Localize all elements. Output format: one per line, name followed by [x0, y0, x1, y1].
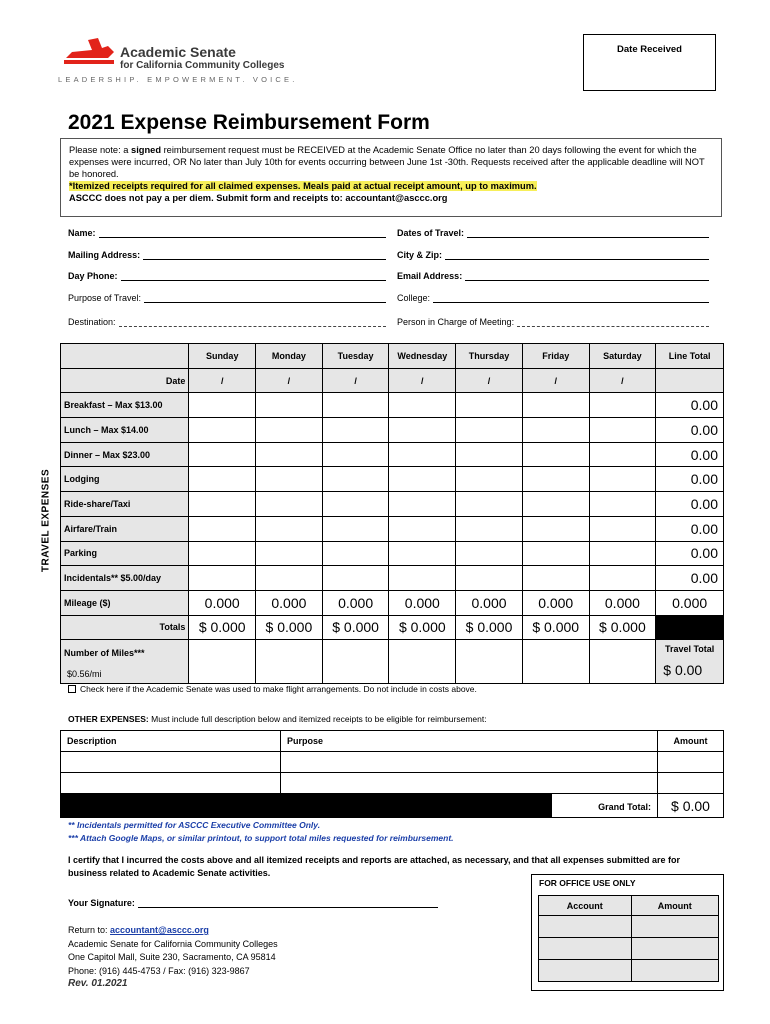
expense-cell[interactable] — [522, 541, 589, 566]
form-title: 2021 Expense Reimbursement Form — [68, 111, 430, 134]
office-amount-header: Amount — [631, 896, 719, 916]
day-header-wednesday: Wednesday — [389, 344, 456, 369]
expense-cell[interactable] — [322, 393, 389, 418]
person-line[interactable] — [517, 317, 709, 327]
date-received-label: Date Received — [617, 44, 682, 55]
expense-cell[interactable] — [589, 492, 656, 517]
day-total: $ 0.000 — [256, 615, 323, 640]
email-field[interactable] — [397, 271, 709, 281]
date-cell[interactable]: / — [322, 368, 389, 393]
city-label: City & Zip: — [397, 250, 442, 260]
day-header-monday: Monday — [256, 344, 323, 369]
checkbox-icon[interactable] — [68, 685, 76, 693]
expense-label: Breakfast – Max $13.00 — [61, 393, 189, 418]
travel-total-cell — [656, 640, 724, 684]
office-account-header: Account — [539, 896, 632, 916]
expense-cell[interactable] — [589, 541, 656, 566]
return-line-1: Academic Senate for California Community Colleges — [68, 938, 278, 949]
destination-line[interactable] — [119, 317, 386, 327]
city-field[interactable] — [397, 250, 709, 260]
mailing-field[interactable] — [68, 250, 386, 260]
travel-expenses-text: TRAVEL EXPENSES — [40, 468, 52, 573]
email-label: Email Address: — [397, 271, 463, 281]
other-expenses-table — [60, 730, 724, 818]
expense-cell[interactable] — [589, 418, 656, 443]
expense-row-lunch — [61, 418, 724, 443]
expense-cell[interactable] — [189, 541, 256, 566]
org-logo — [58, 30, 298, 90]
expense-label: Ride-share/Taxi — [61, 492, 189, 517]
return-email-link[interactable]: accountant@asccc.org — [110, 925, 209, 935]
dates-label: Dates of Travel: — [397, 228, 465, 238]
mileage-value: 0.000 — [389, 590, 456, 615]
expense-label: Lunch – Max $14.00 — [61, 418, 189, 443]
signature-line[interactable] — [138, 898, 438, 908]
miles-label: Number of Miles*** — [64, 648, 145, 659]
notice-text-2: reimbursement request must be RECEIVED at the Academic Senate Office no later than 20 days following the event for which the expenses were incurred, OR No later than July 10th for events occurring between June 1st -30th. Requests received after the applicable deadline will NOT be honored. — [69, 145, 705, 179]
expense-cell[interactable] — [322, 442, 389, 467]
phone-field[interactable] — [68, 271, 386, 281]
city-line[interactable] — [445, 250, 709, 260]
signature-label: Your Signature: — [68, 898, 135, 908]
amount-header: Amount — [658, 731, 724, 752]
expense-cell[interactable] — [589, 442, 656, 467]
expense-cell[interactable] — [256, 541, 323, 566]
mileage-label: Mileage ($) — [61, 590, 189, 615]
expense-cell[interactable] — [256, 442, 323, 467]
name-field[interactable] — [68, 228, 386, 238]
line-total-value: 0.00 — [656, 393, 724, 418]
miles-cell[interactable] — [189, 640, 256, 684]
mileage-value: 0.000 — [322, 590, 389, 615]
certification-text: I certify that I incurred the costs above and all itemized receipts and reports are attached, as necessary, and that all expenses submitted are for business related to Academic Senate activities. — [68, 855, 681, 878]
expense-cell[interactable] — [256, 516, 323, 541]
miles-label-cell — [61, 640, 189, 684]
notice-box — [60, 138, 722, 217]
purpose-line[interactable] — [144, 293, 386, 303]
totals-blank-cell — [656, 615, 724, 640]
notice-highlight: *Itemized receipts required for all claimed expenses. Meals paid at actual receipt amount, up to maximum. — [69, 181, 537, 191]
amount-cell[interactable] — [658, 773, 724, 794]
line-total-header: Line Total — [656, 344, 724, 369]
line-total-value: 0.00 — [656, 418, 724, 443]
senate-logo-icon — [58, 32, 118, 72]
miles-cell[interactable] — [456, 640, 523, 684]
line-total-value: 0.00 — [656, 566, 724, 591]
miles-cell[interactable] — [322, 640, 389, 684]
date-cell[interactable]: / — [256, 368, 323, 393]
line-total-value: 0.00 — [656, 541, 724, 566]
expense-row-rideshare — [61, 492, 724, 517]
expense-cell[interactable] — [522, 492, 589, 517]
amount-cell[interactable] — [658, 752, 724, 773]
expense-cell[interactable] — [456, 393, 523, 418]
date-cell[interactable]: / — [189, 368, 256, 393]
return-line-2: One Capitol Mall, Suite 230, Sacramento, CA 95814 — [68, 952, 276, 962]
expense-cell[interactable] — [389, 492, 456, 517]
expense-cell[interactable] — [322, 467, 389, 492]
line-total-value: 0.00 — [656, 442, 724, 467]
expense-cell[interactable] — [589, 516, 656, 541]
expense-cell[interactable] — [256, 566, 323, 591]
date-cell[interactable]: / — [522, 368, 589, 393]
date-cell[interactable]: / — [589, 368, 656, 393]
date-cell[interactable]: / — [456, 368, 523, 393]
day-total: $ 0.000 — [522, 615, 589, 640]
mileage-value: 0.000 — [522, 590, 589, 615]
travel-expenses-side-label — [36, 465, 56, 585]
incidentals-note: ** Incidentals permitted for ASCCC Executive Committee Only. — [68, 820, 321, 830]
expense-cell[interactable] — [456, 541, 523, 566]
phone-label: Day Phone: — [68, 271, 118, 281]
day-total: $ 0.000 — [456, 615, 523, 640]
expense-cell[interactable] — [456, 516, 523, 541]
expense-cell[interactable] — [522, 566, 589, 591]
dates-field[interactable] — [397, 228, 709, 238]
office-use-table — [538, 895, 719, 982]
day-total: $ 0.000 — [322, 615, 389, 640]
flight-arrangement-check[interactable] — [68, 684, 477, 694]
day-header-saturday: Saturday — [589, 344, 656, 369]
expense-label: Airfare/Train — [61, 516, 189, 541]
expense-cell[interactable] — [322, 418, 389, 443]
expense-label: Parking — [61, 541, 189, 566]
expense-cell[interactable] — [256, 418, 323, 443]
mileage-value: 0.000 — [589, 590, 656, 615]
expense-cell[interactable] — [389, 566, 456, 591]
mileage-total: 0.000 — [656, 590, 724, 615]
expense-cell[interactable] — [189, 566, 256, 591]
college-label: College: — [397, 293, 431, 303]
office-cell — [539, 916, 632, 938]
day-total: $ 0.000 — [189, 615, 256, 640]
purpose-field[interactable] — [68, 293, 386, 303]
college-line[interactable] — [433, 293, 709, 303]
other-expenses-heading: OTHER EXPENSES: — [68, 714, 149, 724]
flight-check-label: Check here if the Academic Senate was used to make flight arrangements. Do not include in costs above. — [80, 684, 477, 694]
mailing-label: Mailing Address: — [68, 250, 141, 260]
revision-label: Rev. 01.2021 — [68, 978, 128, 989]
day-total: $ 0.000 — [589, 615, 656, 640]
expense-row-airfare — [61, 516, 724, 541]
expense-cell[interactable] — [589, 467, 656, 492]
destination-field[interactable] — [68, 317, 386, 327]
date-row-label: Date — [61, 368, 189, 393]
expense-cell[interactable] — [456, 418, 523, 443]
expense-cell[interactable] — [189, 418, 256, 443]
office-use-box — [531, 874, 724, 991]
office-cell — [631, 916, 719, 938]
mileage-value: 0.000 — [256, 590, 323, 615]
destination-label: Destination: — [68, 317, 116, 327]
expense-cell[interactable] — [522, 418, 589, 443]
miles-cell[interactable] — [256, 640, 323, 684]
travel-total-label: Travel Total — [664, 644, 715, 655]
expense-cell[interactable] — [456, 566, 523, 591]
expense-cell[interactable] — [389, 467, 456, 492]
expense-cell[interactable] — [256, 467, 323, 492]
miles-row — [61, 640, 724, 684]
purpose-label: Purpose of Travel: — [68, 293, 142, 303]
mileage-row — [61, 590, 724, 615]
person-field[interactable] — [397, 317, 709, 327]
expense-cell[interactable] — [322, 566, 389, 591]
expense-cell[interactable] — [389, 393, 456, 418]
expense-label: Incidentals** $5.00/day — [61, 566, 189, 591]
expense-cell[interactable] — [456, 442, 523, 467]
expense-label: Dinner – Max $23.00 — [61, 442, 189, 467]
signature-field[interactable] — [68, 898, 438, 908]
travel-expenses-table — [60, 343, 724, 684]
office-use-title: FOR OFFICE USE ONLY — [539, 878, 636, 888]
expense-row-lodging — [61, 467, 724, 492]
expense-cell[interactable] — [522, 442, 589, 467]
expense-row-parking — [61, 541, 724, 566]
return-address — [68, 924, 278, 978]
purpose-cell[interactable] — [281, 773, 658, 794]
expense-cell[interactable] — [456, 492, 523, 517]
grand-total-blank — [61, 794, 551, 817]
expense-cell[interactable] — [389, 418, 456, 443]
dates-line[interactable] — [467, 228, 709, 238]
expense-cell[interactable] — [389, 516, 456, 541]
expense-cell[interactable] — [456, 467, 523, 492]
purpose-header: Purpose — [281, 731, 658, 752]
description-cell[interactable] — [61, 773, 281, 794]
expense-cell[interactable] — [322, 492, 389, 517]
expense-cell[interactable] — [522, 516, 589, 541]
notice-line-2: ASCCC does not pay a per diem. Submit form and receipts to: accountant@asccc.org — [69, 193, 448, 203]
corner-cell — [61, 344, 189, 369]
org-name: Academic Senate — [120, 44, 236, 60]
expense-cell[interactable] — [256, 492, 323, 517]
day-header-thursday: Thursday — [456, 344, 523, 369]
expense-label: Lodging — [61, 467, 189, 492]
notice-signed: signed — [131, 145, 161, 155]
grand-total-row — [61, 794, 658, 818]
google-maps-note: *** Attach Google Maps, or similar printout, to support total miles requested for reimbursement. — [68, 833, 454, 843]
expense-cell[interactable] — [256, 393, 323, 418]
date-cell[interactable]: / — [389, 368, 456, 393]
expense-cell[interactable] — [189, 516, 256, 541]
travel-total-value: $ 0.00 — [663, 662, 703, 679]
day-header-friday: Friday — [522, 344, 589, 369]
expense-cell[interactable] — [189, 467, 256, 492]
line-total-value: 0.00 — [656, 516, 724, 541]
totals-row — [61, 615, 724, 640]
expense-cell[interactable] — [322, 541, 389, 566]
description-cell[interactable] — [61, 752, 281, 773]
line-total-value: 0.00 — [656, 492, 724, 517]
expense-cell[interactable] — [589, 393, 656, 418]
expense-row-incidentals — [61, 566, 724, 591]
other-expenses-instructions: Must include full description below and itemized receipts to be eligible for reimbursement: — [148, 714, 487, 724]
office-cell — [631, 938, 719, 960]
office-cell — [539, 938, 632, 960]
expense-cell[interactable] — [522, 393, 589, 418]
notice-text-1: Please note: a — [69, 145, 132, 155]
expense-cell[interactable] — [189, 393, 256, 418]
day-total: $ 0.000 — [389, 615, 456, 640]
office-cell — [631, 960, 719, 982]
line-total-value: 0.00 — [656, 467, 724, 492]
expense-row-dinner — [61, 442, 724, 467]
phone-line[interactable] — [121, 271, 386, 281]
name-line[interactable] — [99, 228, 386, 238]
college-field[interactable] — [397, 293, 709, 303]
day-header-tuesday: Tuesday — [322, 344, 389, 369]
expense-cell[interactable] — [389, 541, 456, 566]
date-received-box — [583, 34, 716, 91]
grand-total-label: Grand Total: — [551, 794, 657, 817]
mileage-rate: $0.56/mi — [67, 669, 102, 680]
mileage-value: 0.000 — [189, 590, 256, 615]
day-header-sunday: Sunday — [189, 344, 256, 369]
other-expenses-title — [68, 714, 487, 724]
expense-cell[interactable] — [189, 442, 256, 467]
return-line-3: Phone: (916) 445-4753 / Fax: (916) 323-9867 — [68, 965, 250, 976]
expense-cell[interactable] — [189, 492, 256, 517]
expense-cell[interactable] — [322, 516, 389, 541]
description-header: Description — [61, 731, 281, 752]
org-subtitle: for California Community Colleges — [120, 60, 285, 71]
person-label: Person in Charge of Meeting: — [397, 317, 515, 327]
expense-cell[interactable] — [389, 442, 456, 467]
miles-cell[interactable] — [522, 640, 589, 684]
email-line[interactable] — [465, 271, 709, 281]
miles-cell[interactable] — [589, 640, 656, 684]
return-prefix: Return to: — [68, 925, 111, 935]
expense-cell[interactable] — [522, 467, 589, 492]
office-cell — [539, 960, 632, 982]
expense-row-breakfast — [61, 393, 724, 418]
totals-label: Totals — [61, 615, 189, 640]
mileage-value: 0.000 — [456, 590, 523, 615]
miles-cell[interactable] — [389, 640, 456, 684]
purpose-cell[interactable] — [281, 752, 658, 773]
name-label: Name: — [68, 228, 96, 238]
grand-total-value: $ 0.00 — [658, 794, 724, 818]
mailing-line[interactable] — [143, 250, 386, 260]
org-tagline: LEADERSHIP. EMPOWERMENT. VOICE. — [58, 75, 298, 84]
date-total-cell — [656, 368, 724, 393]
expense-cell[interactable] — [589, 566, 656, 591]
